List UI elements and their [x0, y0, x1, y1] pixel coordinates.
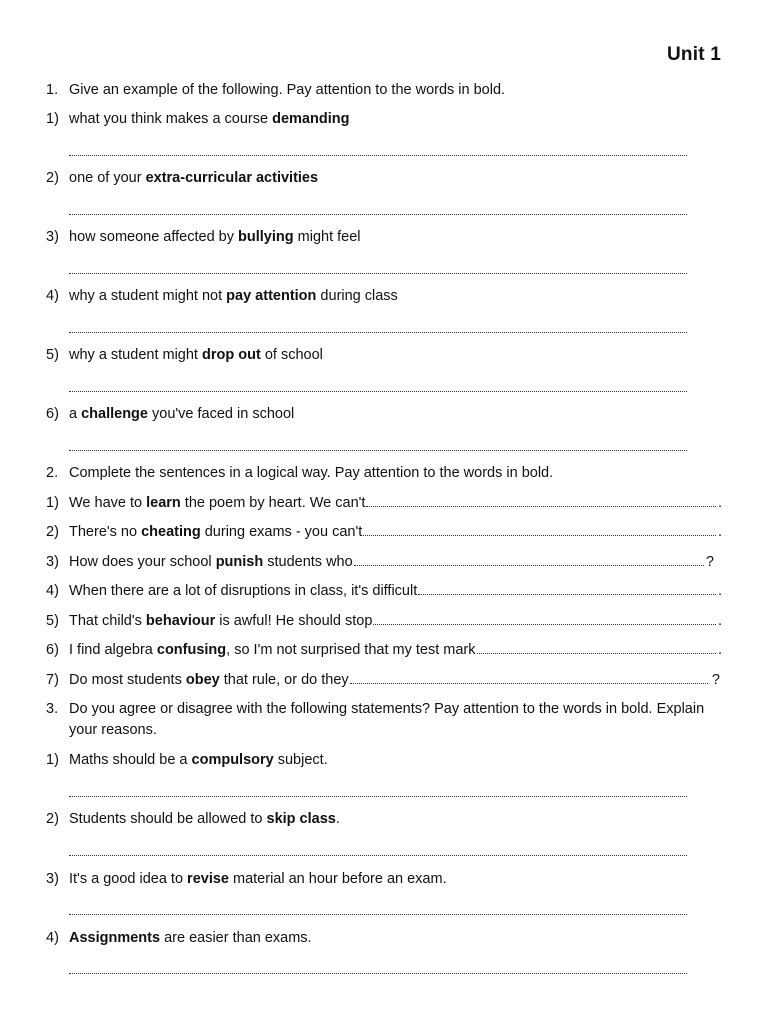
item-number: 4): [46, 583, 59, 599]
item-text: That child's: [69, 613, 146, 629]
instruction-text: Give an example of the following. Pay attention to the words in bold.: [69, 82, 506, 98]
item-text: There's no: [69, 524, 142, 540]
item-number: 1): [46, 111, 59, 127]
section-1-instruction: [46, 80, 722, 100]
bold-keyword: bullying: [238, 229, 294, 245]
item-text: When there are a lot of disruptions in class, it's difficult: [69, 583, 418, 599]
item-text: why a student might not: [69, 288, 227, 304]
section-number: 2.: [46, 465, 59, 481]
sentence-2-5: [46, 611, 722, 631]
item-text: students who: [263, 554, 353, 570]
item-number: 2): [46, 524, 59, 540]
item-text: We have to: [69, 495, 147, 511]
end-punctuation: .: [717, 642, 722, 658]
item-text: you've faced in school: [147, 406, 295, 422]
item-number: 3): [46, 229, 59, 245]
answer-line[interactable]: [69, 155, 687, 156]
answer-line[interactable]: [69, 855, 687, 856]
bold-keyword: cheating: [141, 524, 201, 540]
item-text: Maths should be a: [69, 752, 192, 768]
item-text: subject.: [273, 752, 328, 768]
item-number: 6): [46, 406, 59, 422]
bold-keyword: drop out: [202, 347, 261, 363]
item-text: I find algebra: [69, 642, 157, 658]
bold-keyword: obey: [185, 672, 220, 688]
item-text: during exams - you can't: [200, 524, 363, 540]
item-number: 3): [46, 554, 59, 570]
question-1-3: [46, 227, 722, 247]
item-text: one of your: [69, 170, 146, 186]
answer-line[interactable]: [69, 796, 687, 797]
section-number: 3.: [46, 701, 59, 717]
sentence-2-7: [46, 670, 722, 690]
item-text: the poem by heart. We can't: [180, 495, 366, 511]
question-1-5: [46, 345, 722, 365]
question-1-4: [46, 286, 722, 306]
item-number: 7): [46, 672, 59, 688]
bold-keyword: demanding: [272, 111, 350, 127]
fill-in-blank[interactable]: [366, 494, 716, 507]
item-text: Do most students: [69, 672, 186, 688]
answer-line[interactable]: [69, 332, 687, 333]
bold-keyword: skip class: [266, 811, 336, 827]
item-number: 1): [46, 752, 59, 768]
item-text: during class: [316, 288, 398, 304]
item-text: How does your school: [69, 554, 216, 570]
item-number: 5): [46, 613, 59, 629]
item-text: Students should be allowed to: [69, 811, 267, 827]
item-text: what you think makes a course: [69, 111, 273, 127]
item-number: 2): [46, 811, 59, 827]
section-2-instruction: [46, 463, 722, 483]
item-number: 6): [46, 642, 59, 658]
fill-in-blank[interactable]: [418, 582, 716, 595]
item-number: 5): [46, 347, 59, 363]
statement-3-3: [46, 869, 722, 889]
item-text: that rule, or do they: [219, 672, 349, 688]
unit-title: Unit 1: [667, 44, 721, 65]
item-number: 3): [46, 871, 59, 887]
item-text: .: [335, 811, 340, 827]
bold-keyword: extra-curricular activities: [145, 170, 319, 186]
bold-keyword: behaviour: [145, 613, 216, 629]
section-3-instruction: [46, 699, 722, 741]
fill-in-blank[interactable]: [363, 523, 716, 536]
answer-line[interactable]: [69, 973, 687, 974]
item-text: of school: [260, 347, 323, 363]
fill-in-blank[interactable]: [477, 641, 716, 654]
bold-keyword: pay attention: [226, 288, 317, 304]
sentence-2-2: [46, 522, 722, 542]
question-1-6: [46, 404, 722, 424]
end-punctuation: .: [717, 495, 722, 511]
statement-3-2: [46, 809, 722, 829]
item-text: is awful! He should stop: [215, 613, 373, 629]
fill-in-blank[interactable]: [354, 553, 704, 566]
item-text: how someone affected by: [69, 229, 239, 245]
answer-line[interactable]: [69, 914, 687, 915]
instruction-text: Do you agree or disagree with the following statements? Pay attention to the words in bold. Explain your reasons.: [69, 701, 705, 738]
bold-keyword: learn: [146, 495, 181, 511]
question-1-1: [46, 109, 722, 129]
item-text: are easier than exams.: [160, 930, 312, 946]
bold-keyword: challenge: [81, 406, 148, 422]
answer-line[interactable]: [69, 450, 687, 451]
bold-keyword: compulsory: [191, 752, 274, 768]
answer-line[interactable]: [69, 391, 687, 392]
item-text: material an hour before an exam.: [228, 871, 447, 887]
section-number: 1.: [46, 82, 59, 98]
item-text: might feel: [293, 229, 361, 245]
end-punctuation: .: [717, 524, 722, 540]
item-text: It's a good idea to: [69, 871, 188, 887]
sentence-2-1: [46, 493, 722, 513]
item-number: 2): [46, 170, 59, 186]
fill-in-blank[interactable]: [373, 612, 716, 625]
bold-keyword: Assignments: [69, 930, 161, 946]
sentence-2-3: [46, 552, 722, 572]
question-1-2: [46, 168, 722, 188]
bold-keyword: revise: [187, 871, 229, 887]
fill-in-blank[interactable]: [350, 671, 708, 684]
end-punctuation: .: [717, 583, 722, 599]
statement-3-1: [46, 750, 722, 770]
statement-3-4: [46, 928, 722, 948]
bold-keyword: confusing: [156, 642, 227, 658]
item-text: a: [69, 406, 82, 422]
answer-line[interactable]: [69, 214, 687, 215]
end-punctuation: ?: [705, 554, 714, 570]
item-number: 4): [46, 288, 59, 304]
item-number: 1): [46, 495, 59, 511]
bold-keyword: punish: [215, 554, 264, 570]
answer-line[interactable]: [69, 273, 687, 274]
end-punctuation: ?: [711, 672, 720, 688]
sentence-2-6: [46, 640, 722, 660]
instruction-text: Complete the sentences in a logical way. Pay attention to the words in bold.: [69, 465, 554, 481]
item-text: why a student might: [69, 347, 202, 363]
item-number: 4): [46, 930, 59, 946]
item-text: , so I'm not surprised that my test mark: [226, 642, 476, 658]
sentence-2-4: [46, 581, 722, 601]
end-punctuation: .: [717, 613, 722, 629]
